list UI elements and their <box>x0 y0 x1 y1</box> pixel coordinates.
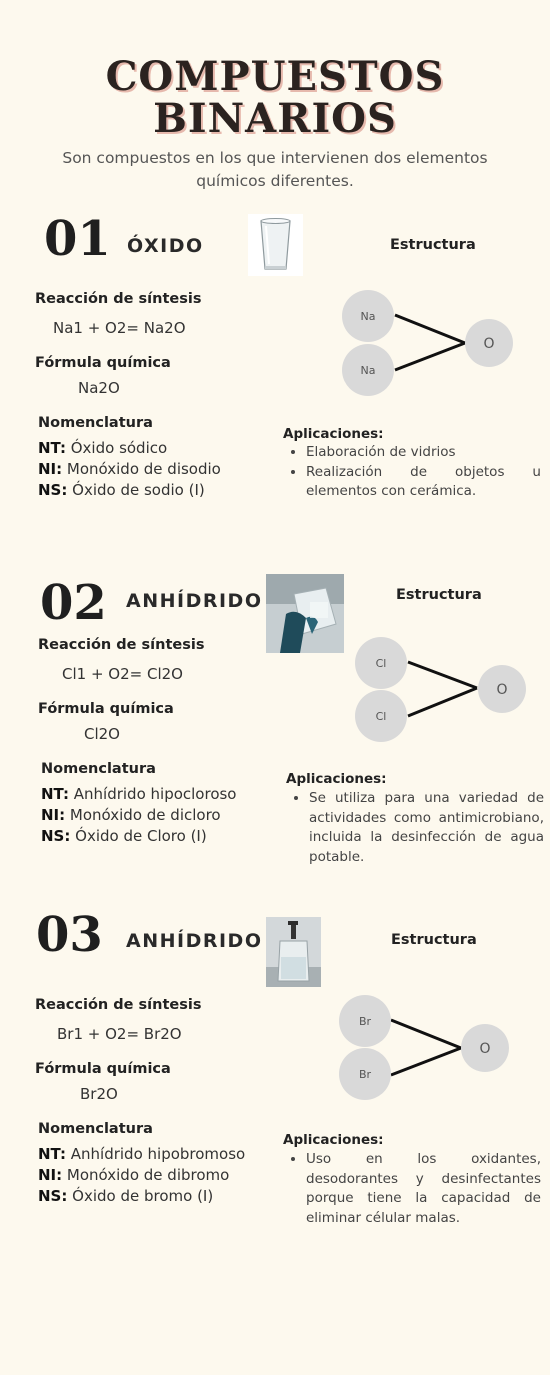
reaction-equation: Cl1 + O2= Cl2O <box>62 665 183 683</box>
bond-line <box>408 688 477 716</box>
ns-value: Óxido de Cloro (I) <box>75 827 207 845</box>
ns-value: Óxido de sodio (I) <box>72 481 205 499</box>
chemical-formula: Br2O <box>80 1085 118 1103</box>
applications-label: Aplicaciones: <box>286 771 387 787</box>
glass-photo <box>248 214 303 276</box>
atom-label: Br <box>358 1015 372 1028</box>
ni-row <box>41 805 237 826</box>
nomenclature-label: Nomenclatura <box>41 761 156 777</box>
atom-label: Na <box>360 364 376 377</box>
application-item: • Se utiliza para una variedad de actividades como antimicrobiano, incluida la desinfección de agua potable. <box>309 789 544 867</box>
reaction-label: Reacción de síntesis <box>35 997 202 1013</box>
nomenclature-label: Nomenclatura <box>38 415 153 431</box>
atom-label: Na <box>360 310 376 323</box>
ni-row <box>38 1165 245 1186</box>
nomenclature-list <box>41 784 237 847</box>
atom-label: Cl <box>375 657 387 670</box>
nomenclature-list <box>38 438 221 501</box>
reaction-label: Reacción de síntesis <box>35 291 202 307</box>
ns-value: Óxido de bromo (I) <box>72 1187 214 1205</box>
bond-line <box>391 1048 461 1075</box>
molecule-structure-diagram <box>342 630 542 750</box>
formula-label: Fórmula química <box>35 1061 171 1077</box>
section-title: ANHÍDRIDO <box>126 930 263 952</box>
section-number: 03 <box>36 907 103 963</box>
ni-value: Monóxido de disodio <box>66 460 221 478</box>
atom-label: O <box>483 336 495 352</box>
ni-label: NI: <box>38 460 63 478</box>
bond-line <box>395 343 465 370</box>
nt-value: Anhídrido hipocloroso <box>73 785 237 803</box>
nt-value: Anhídrido hipobromoso <box>70 1145 246 1163</box>
ns-row <box>41 826 237 847</box>
nt-label: NT: <box>38 1145 66 1163</box>
section-title: ÓXIDO <box>127 235 204 257</box>
applications-label: Aplicaciones: <box>283 426 384 442</box>
molecule-structure-diagram <box>325 989 525 1109</box>
formula-label: Fórmula química <box>35 355 171 371</box>
disinfectant-bottle-photo <box>266 917 321 987</box>
atom-label: Br <box>358 1068 372 1081</box>
ns-label: NS: <box>41 827 71 845</box>
nt-row <box>38 438 221 459</box>
ns-row <box>38 480 221 501</box>
ns-label: NS: <box>38 1187 68 1205</box>
section-number: 02 <box>40 575 107 631</box>
nt-value: Óxido sódico <box>70 439 168 457</box>
page-title-line1: COMPUESTOS <box>105 53 445 100</box>
nomenclature-list <box>38 1144 245 1207</box>
nomenclature-label: Nomenclatura <box>38 1121 153 1137</box>
page-subtitle: Son compuestos en los que intervienen dos elementos químicos diferentes. <box>62 149 488 190</box>
nt-label: NT: <box>38 439 66 457</box>
structure-label: Estructura <box>396 587 482 603</box>
bond-line <box>408 662 477 688</box>
ni-row <box>38 459 221 480</box>
ni-value: Monóxido de dibromo <box>66 1166 230 1184</box>
applications-label: Aplicaciones: <box>283 1132 384 1148</box>
ns-label: NS: <box>38 481 68 499</box>
nt-row <box>41 784 237 805</box>
bond-line <box>391 1020 461 1048</box>
ni-label: NI: <box>38 1166 63 1184</box>
molecule-structure-diagram <box>330 285 530 405</box>
applications-list <box>286 789 544 867</box>
page-title-line2: BINARIOS <box>153 95 397 142</box>
applications-list <box>283 443 541 502</box>
section-title: ANHÍDRIDO <box>126 590 263 612</box>
ni-value: Monóxido de dicloro <box>69 806 221 824</box>
structure-label: Estructura <box>391 932 477 948</box>
application-item: • Uso en los oxidantes, desodorantes y desinfectantes porque tiene la capacidad de eliminar célular malas. <box>306 1150 541 1228</box>
reaction-equation: Br1 + O2= Br2O <box>57 1025 182 1043</box>
ns-row <box>38 1186 245 1207</box>
application-item: • Realización de objetos u elementos con cerámica. <box>306 463 541 502</box>
chemical-formula: Cl2O <box>84 725 120 743</box>
atom-label: O <box>479 1041 491 1057</box>
disinfection-photo <box>266 574 344 653</box>
nt-label: NT: <box>41 785 69 803</box>
atom-label: Cl <box>375 710 387 723</box>
ni-label: NI: <box>41 806 66 824</box>
section-number: 01 <box>44 211 111 267</box>
atom-label: O <box>496 682 508 698</box>
formula-label: Fórmula química <box>38 701 174 717</box>
reaction-equation: Na1 + O2= Na2O <box>53 319 186 337</box>
structure-label: Estructura <box>390 237 476 253</box>
bond-line <box>395 315 465 343</box>
application-item: • Elaboración de vidrios <box>306 443 541 463</box>
reaction-label: Reacción de síntesis <box>38 637 205 653</box>
chemical-formula: Na2O <box>78 379 120 397</box>
applications-list <box>283 1150 541 1228</box>
nt-row <box>38 1144 245 1165</box>
